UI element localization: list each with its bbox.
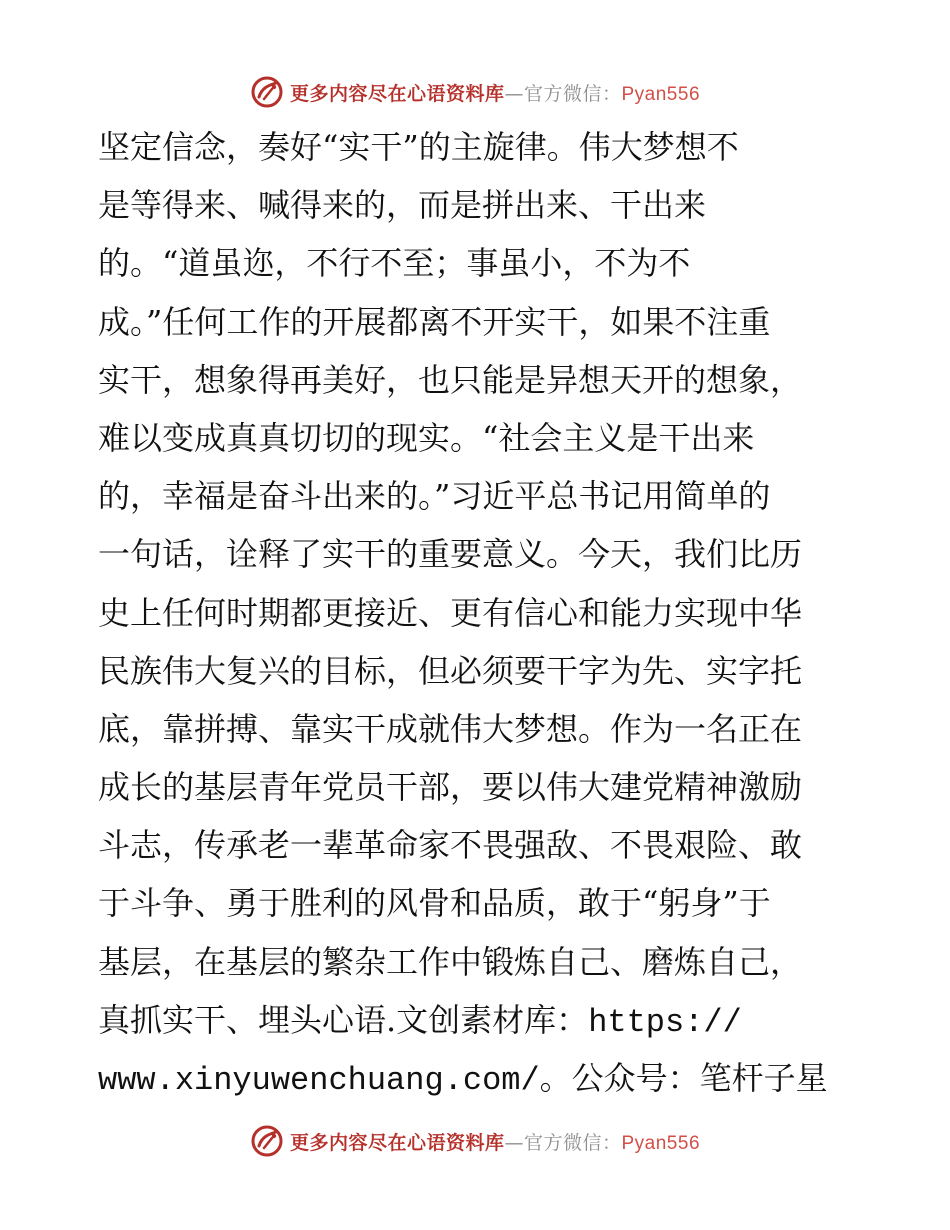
body-line: 民族伟大复兴的目标，但必须要干字为先、实字托 [98, 651, 803, 690]
body-line: 基层，在基层的繁杂工作中锻炼自己、磨炼自己， [98, 942, 803, 981]
footer-banner-code: Pyan556 [621, 1132, 701, 1154]
body-line: 成。”任何工作的开展都离不开实干，如果不注重 [98, 302, 771, 341]
header-banner-code: Pyan556 [621, 83, 701, 105]
footer-banner-text [290, 1128, 700, 1155]
body-line: 难以变成真真切切的现实。“社会主义是干出来 [98, 418, 755, 457]
footer-banner [0, 1121, 950, 1161]
body-line: 的。“道虽迩，不行不至；事虽小，不为不 [98, 244, 691, 283]
body-line-text: 。公众号：笔杆子星 [539, 1059, 828, 1097]
header-banner-label: 官方微信： [523, 82, 622, 105]
body-line: 成长的基层青年党员干部，要以伟大建党精神激励 [98, 768, 803, 807]
header-banner-content [250, 75, 700, 109]
body-line: 是等得来、喊得来的，而是拼出来、干出来 [98, 186, 707, 225]
footer-banner-content [250, 1124, 700, 1158]
footer-banner-label: 官方微信： [523, 1131, 622, 1154]
footer-banner-dash: — [504, 1131, 524, 1154]
website-link-part2[interactable]: www.xinyuwenchuang.com/ [98, 1062, 540, 1099]
brand-logo-icon [250, 1124, 284, 1158]
header-banner-dash: — [504, 82, 524, 105]
body-line: 坚定信念，奏好“实干”的主旋律。伟大梦想不 [98, 128, 739, 166]
header-banner [0, 72, 950, 112]
body-line: 实干，想象得再美好，也只能是异想天开的想象， [98, 360, 803, 399]
article-body [98, 118, 858, 1107]
body-line-with-link [98, 1049, 858, 1107]
body-line: 一句话，诠释了实干的重要意义。今天，我们比历 [98, 535, 803, 574]
body-line: 斗志，传承老一辈革命家不畏强敌、不畏艰险、敢 [98, 826, 803, 865]
header-banner-prefix: 更多内容尽在心语资料库 [289, 82, 505, 105]
header-banner-text [290, 79, 700, 106]
body-line: 底，靠拼搏、靠实干成就伟大梦想。作为一名正在 [98, 709, 803, 748]
website-link-part1[interactable]: https:// [588, 1003, 742, 1041]
footer-banner-prefix: 更多内容尽在心语资料库 [289, 1131, 505, 1154]
brand-logo-icon [250, 75, 284, 109]
body-line: 的，幸福是奋斗出来的。”习近平总书记用简单的 [98, 477, 771, 516]
body-line-with-link [98, 991, 858, 1049]
body-line-text: 真抓实干、埋头心语.文创素材库： [98, 1000, 589, 1039]
body-line: 史上任何时期都更接近、更有信心和能力实现中华 [98, 593, 803, 632]
body-line: 于斗争、勇于胜利的风骨和品质，敢于“躬身”于 [98, 884, 771, 923]
